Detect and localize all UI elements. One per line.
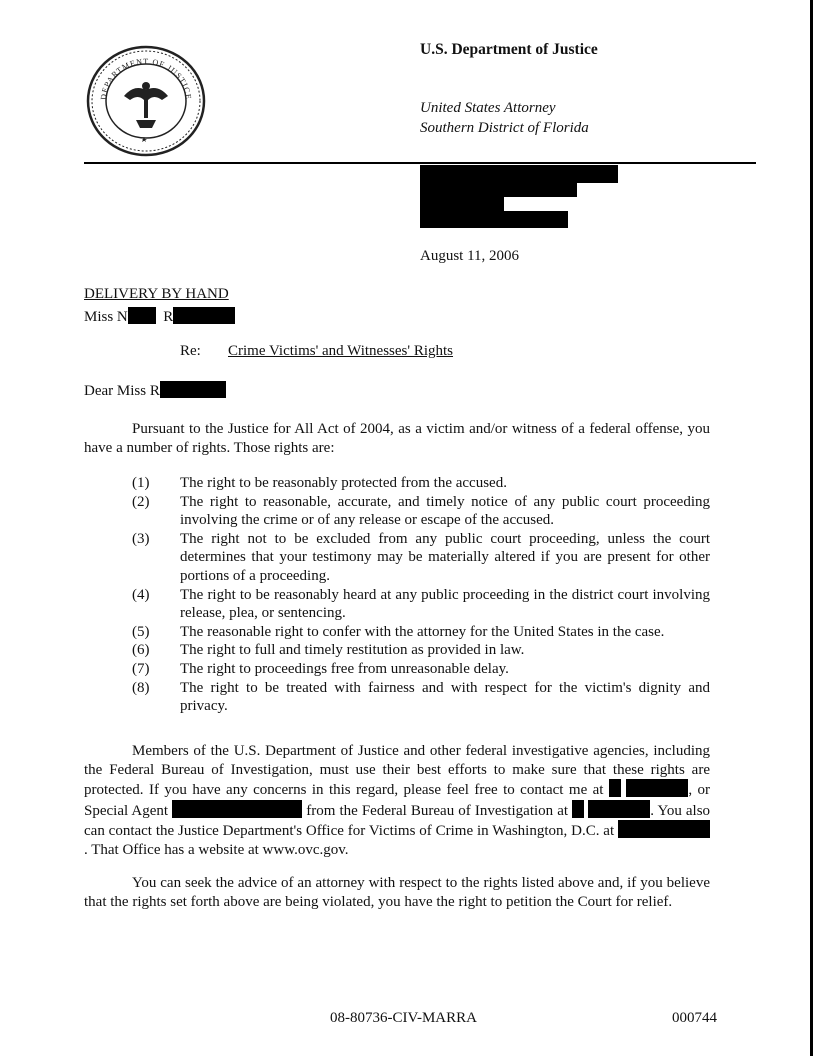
redaction-block <box>618 820 710 838</box>
list-item-text: The right to reasonable, accurate, and timely notice of any public court proceeding involving the crime or of any release or escape of the accused. <box>180 493 710 529</box>
department-heading: U.S. Department of Justice <box>420 41 598 58</box>
letter-date: August 11, 2006 <box>420 248 520 264</box>
list-item <box>132 493 710 530</box>
recipient-mid: R <box>163 309 174 325</box>
contact-text-4: . You also can contact the Justice Department's Office for Victims of Crime in Washington, D.C. at <box>84 802 711 839</box>
rights-list <box>132 474 710 716</box>
list-item <box>132 623 710 642</box>
list-item <box>132 660 710 679</box>
salutation <box>84 381 226 400</box>
advice-paragraph <box>84 874 710 912</box>
list-item-text: The right to be reasonably heard at any public proceeding in the district court involving release, plea, or sentencing. <box>180 586 710 622</box>
list-item-number: (8) <box>132 679 150 696</box>
redaction-block <box>128 307 156 324</box>
list-item-number: (3) <box>132 530 150 547</box>
doj-seal-logo <box>84 44 208 158</box>
contact-text-2: , or Special Agent <box>84 782 711 819</box>
list-item-number: (5) <box>132 623 150 640</box>
list-item-text: The right not to be excluded from any public court proceeding, unless the court determines that your testimony may be materially altered if you are present for other portions of a proceeding. <box>180 530 710 584</box>
list-item-text: The reasonable right to confer with the attorney for the United States in the case. <box>180 623 665 640</box>
list-item-text: The right to proceedings free from unreasonable delay. <box>180 660 509 677</box>
redaction-block <box>160 381 226 398</box>
redaction-block <box>572 800 584 818</box>
recipient-line <box>84 307 235 326</box>
case-number: 08-80736-CIV-MARRA <box>330 1010 477 1026</box>
list-item <box>132 474 710 493</box>
intro-paragraph <box>84 420 710 458</box>
list-item <box>132 641 710 660</box>
delivery-method: DELIVERY BY HAND <box>84 286 229 302</box>
list-item-number: (1) <box>132 475 150 491</box>
list-item-number: (2) <box>132 493 150 510</box>
list-item-text: The right to be treated with fairness and with respect for the victim's dignity and privacy. <box>180 679 710 715</box>
subject-text: Crime Victims' and Witnesses' Rights <box>228 343 454 359</box>
recipient-prefix: Miss N <box>84 309 128 325</box>
contact-text-1: Members of the U.S. Department of Justice and other federal investigative agencies, including the Federal Bureau of Investigation, must use their best efforts to make sure that these rights are protected. If you have any concerns in this regard, please feel free to contact me at <box>84 743 710 798</box>
bates-number: 000744 <box>672 1010 717 1026</box>
subject-label: Re: <box>180 343 201 359</box>
office-line-2: Southern District of Florida <box>420 120 589 136</box>
redaction-block <box>626 779 688 797</box>
redaction-block <box>172 800 302 818</box>
redaction-block <box>609 779 621 797</box>
contact-text-3: from the Federal Bureau of Investigation at <box>306 802 569 819</box>
list-item-number: (4) <box>132 586 150 603</box>
list-item-text: The right to be reasonably protected from the accused. <box>180 475 507 491</box>
svg-text:DEPARTMENT OF JUSTICE: DEPARTMENT OF JUSTICE <box>98 56 194 101</box>
list-item-number: (7) <box>132 660 150 677</box>
office-line-1: United States Attorney <box>420 100 556 116</box>
intro-text: Pursuant to the Justice for All Act of 2004, as a victim and/or witness of a federal offense, you have a number of rights. Those rights are: <box>84 421 710 456</box>
list-item <box>132 530 710 586</box>
contact-paragraph <box>84 742 710 859</box>
redaction-block <box>588 800 650 818</box>
redaction-block <box>173 307 235 324</box>
salutation-text: Dear Miss R <box>84 383 160 399</box>
redaction-block <box>420 181 577 197</box>
list-item-number: (6) <box>132 642 150 659</box>
list-item <box>132 679 710 716</box>
redaction-block <box>420 211 568 228</box>
contact-text-5: . That Office has a website at www.ovc.gov. <box>84 841 349 858</box>
header-rule <box>84 162 756 164</box>
advice-text: You can seek the advice of an attorney with respect to the rights listed above and, if you believe that the rights set forth above are being violated, you have the right to petition the Court for relief. <box>84 875 710 910</box>
office-block <box>420 98 589 138</box>
list-item-text: The right to full and timely restitution as provided in law. <box>180 642 525 659</box>
list-item <box>132 586 710 623</box>
page-edge-border <box>810 0 813 1056</box>
